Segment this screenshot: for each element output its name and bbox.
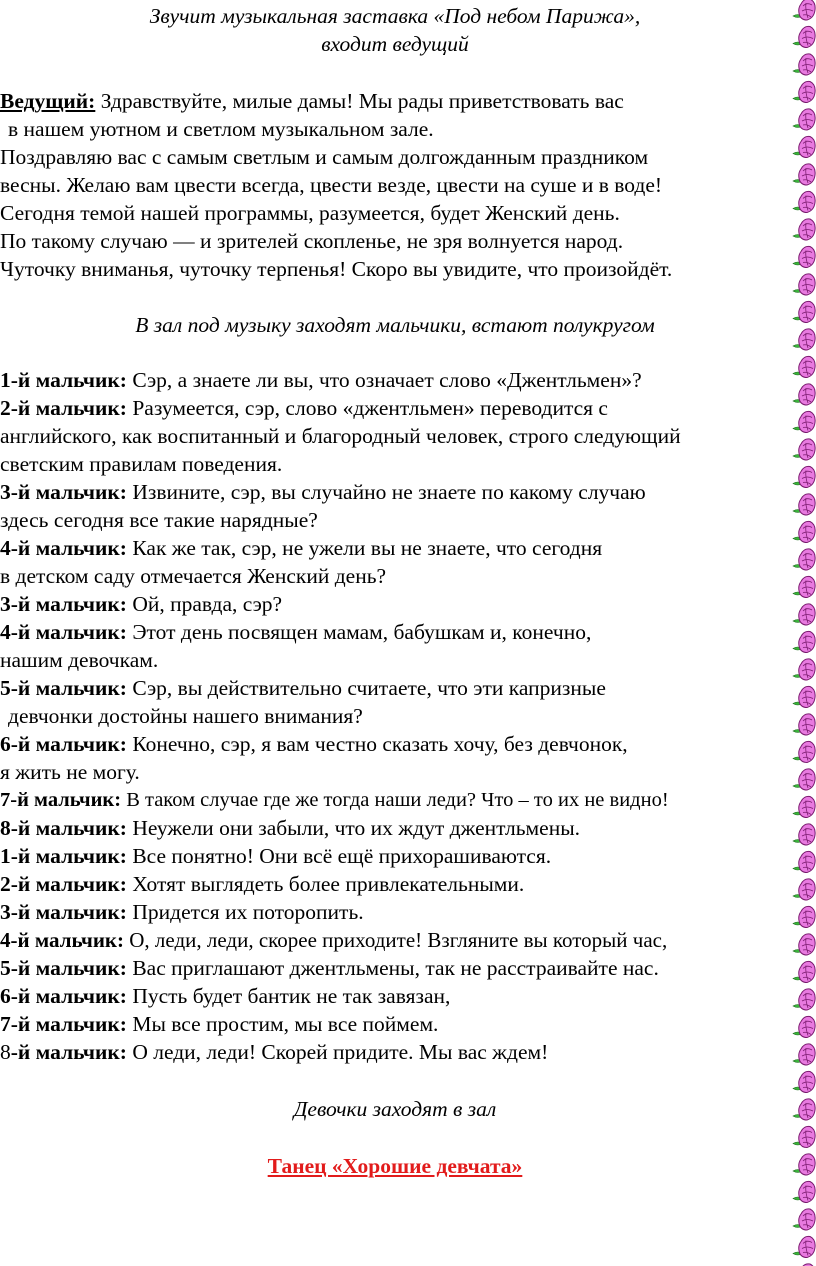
boys-stage-direction: В зал под музыку заходят мальчики, встают полукругом	[135, 313, 655, 337]
rose-icon	[793, 604, 815, 625]
dialogue-line	[0, 366, 642, 394]
rose-icon	[793, 26, 815, 47]
rose-icon	[793, 109, 815, 130]
speaker-label: 4-й мальчик:	[0, 928, 125, 952]
dialogue-text: Сэр, а знаете ли вы, что означает слово «Джентльмен»?	[132, 368, 642, 392]
dialogue-line	[0, 982, 450, 1010]
dance-title-row	[0, 1152, 790, 1180]
rose-border	[790, 0, 816, 1266]
rose-icon	[793, 0, 815, 20]
host-line-3: Поздравляю вас с самым светлым и самым долгожданным праздником	[0, 145, 649, 169]
rose-icon	[793, 769, 815, 790]
dialogue-line	[0, 394, 608, 422]
host-line-7: Чуточку вниманья, чуточку терпенья! Скоро вы увидите, что произойдёт.	[0, 257, 673, 281]
rose-icon	[793, 714, 815, 735]
rose-icon	[793, 879, 815, 900]
dialogue-line: девчонки достойны нашего внимания?	[8, 704, 363, 728]
speaker-label: 5-й мальчик:	[0, 676, 127, 700]
dialogue-line	[0, 814, 580, 842]
rose-icon	[793, 1071, 815, 1092]
rose-icon	[793, 824, 815, 845]
dialogue-line: нашим девочкам.	[0, 648, 159, 672]
host-line-1	[0, 87, 624, 115]
rose-icon	[793, 1044, 815, 1065]
host-line-6: По такому случаю — и зрителей скопленье, не зря волнуется народ.	[0, 229, 624, 253]
dialogue-text: Разумеется, сэр, слово «джентльмен» переводится с	[132, 396, 608, 420]
rose-icon	[793, 219, 815, 240]
dialogue-line	[0, 898, 364, 926]
rose-icon	[793, 961, 815, 982]
dialogue-line	[0, 478, 646, 506]
speaker-label: 6-й мальчик:	[0, 732, 127, 756]
girls-stage-direction: Девочки заходят в зал	[293, 1097, 497, 1121]
rose-icon	[793, 246, 815, 267]
rose-icon	[793, 659, 815, 680]
speaker-label: 1-й мальчик:	[0, 844, 127, 868]
host-text: Здравствуйте, милые дамы! Мы рады приветствовать вас	[100, 89, 624, 113]
dialogue-text: Все понятно! Они всё ещё прихорашиваются.	[132, 844, 552, 868]
rose-icon	[793, 329, 815, 350]
dialogue-line	[0, 926, 667, 954]
dialogue-line	[0, 870, 524, 898]
dialogue-text: Как же так, сэр, не ужели вы не знаете, что сегодня	[132, 536, 603, 560]
dialogue-line: английского, как воспитанный и благородный человек, строго следующий	[0, 424, 681, 448]
dialogue-text: Хотят выглядеть более привлекательными.	[132, 872, 525, 896]
speaker-label: 3-й мальчик:	[0, 480, 127, 504]
dialogue-line: в детском саду отмечается Женский день?	[0, 564, 387, 588]
dialogue-line	[0, 786, 669, 814]
speaker-label: 8-й мальчик:	[0, 816, 127, 840]
rose-icon	[793, 796, 815, 817]
intro-stage-direction-line-1: Звучит музыкальная заставка «Под небом Парижа»,	[149, 4, 641, 28]
dialogue-text: Этот день посвящен мамам, бабушкам и, конечно,	[132, 620, 592, 644]
rose-icon	[793, 906, 815, 927]
speaker-label: -й мальчик:	[10, 1040, 127, 1064]
dance-title: Танец «Хорошие девчата»	[267, 1154, 523, 1178]
host-line-4: весны. Желаю вам цвести всегда, цвести везде, цвести на суше и в воде!	[0, 173, 663, 197]
rose-icon	[793, 686, 815, 707]
rose-icon	[793, 549, 815, 570]
dialogue-text: Сэр, вы действительно считаете, что эти капризные	[132, 676, 606, 700]
rose-icon	[793, 81, 815, 102]
dialogue-line: здесь сегодня все такие нарядные?	[0, 508, 318, 532]
rose-icon	[793, 1209, 815, 1230]
dialogue-text: Извините, сэр, вы случайно не знаете по какому случаю	[132, 480, 646, 504]
host-line-5: Сегодня темой нашей программы, разумеется, будет Женский день.	[0, 201, 620, 225]
rose-icon	[793, 274, 815, 295]
speaker-label: 7-й мальчик:	[0, 789, 122, 811]
speaker-label: 3-й мальчик:	[0, 592, 127, 616]
dialogue-line	[0, 954, 659, 982]
dialogue-text: О, леди, леди, скорее приходите! Взгляните вы который час,	[129, 928, 668, 952]
dialogue-text: Мы все простим, мы все поймем.	[132, 1012, 439, 1036]
speaker-label: 4-й мальчик:	[0, 536, 127, 560]
dialogue-line: светским правилам поведения.	[0, 452, 283, 476]
rose-icon	[793, 1099, 815, 1120]
host-speaker-label: Ведущий:	[0, 89, 96, 113]
dialogue-line	[0, 1010, 438, 1038]
rose-icon	[793, 439, 815, 460]
dialogue-line	[0, 534, 602, 562]
rose-icon	[793, 356, 815, 377]
dialogue-text: В таком случае где же тогда наши леди? Что – то их не видно!	[126, 789, 669, 811]
rose-icon	[793, 1016, 815, 1037]
rose-icon	[793, 631, 815, 652]
speaker-number: 8	[0, 1040, 11, 1064]
dialogue-text: Пусть будет бантик не так завязан,	[132, 984, 451, 1008]
rose-icon	[793, 851, 815, 872]
rose-icon	[793, 411, 815, 432]
host-line-2: в нашем уютном и светлом музыкальном зале.	[8, 117, 434, 141]
rose-icon	[793, 164, 815, 185]
rose-icon	[793, 494, 815, 515]
dialogue-text: Неужели они забыли, что их ждут джентльмены.	[132, 816, 581, 840]
speaker-label: 6-й мальчик:	[0, 984, 127, 1008]
dialogue-line	[0, 674, 606, 702]
speaker-label: 5-й мальчик:	[0, 956, 127, 980]
rose-icon	[793, 136, 815, 157]
speaker-label: 4-й мальчик:	[0, 620, 127, 644]
rose-icon	[793, 576, 815, 597]
dialogue-text: Конечно, сэр, я вам честно сказать хочу, без девчонок,	[132, 732, 628, 756]
rose-icon	[793, 934, 815, 955]
rose-icon	[793, 1181, 815, 1202]
rose-icon	[793, 384, 815, 405]
dialogue-text: Вас приглашают джентльмены, так не расстраивайте нас.	[132, 956, 659, 980]
rose-icon	[793, 54, 815, 75]
dialogue-text: О леди, леди! Скорей придите. Мы вас ждем!	[132, 1040, 549, 1064]
dialogue-text: Ой, правда, сэр?	[132, 592, 283, 616]
rose-icon	[793, 1154, 815, 1175]
rose-icon	[793, 466, 815, 487]
dialogue-line	[0, 730, 628, 758]
dialogue-line	[0, 1038, 548, 1066]
rose-icon	[793, 521, 815, 542]
rose-icon	[793, 301, 815, 322]
rose-icon	[793, 191, 815, 212]
speaker-label: 2-й мальчик:	[0, 396, 127, 420]
speaker-label: 1-й мальчик:	[0, 368, 127, 392]
rose-icon	[793, 1236, 815, 1257]
dialogue-line	[0, 618, 591, 646]
rose-icon	[793, 741, 815, 762]
dialogue-line	[0, 590, 282, 618]
speaker-label: 7-й мальчик:	[0, 1012, 127, 1036]
intro-stage-direction-line-2: входит ведущий	[321, 32, 469, 56]
rose-icon	[793, 989, 815, 1010]
speaker-label: 2-й мальчик:	[0, 872, 127, 896]
rose-icon	[793, 1126, 815, 1147]
speaker-label: 3-й мальчик:	[0, 900, 127, 924]
dialogue-line: я жить не могу.	[0, 760, 140, 784]
dialogue-text: Придется их поторопить.	[132, 900, 364, 924]
dialogue-line	[0, 842, 551, 870]
